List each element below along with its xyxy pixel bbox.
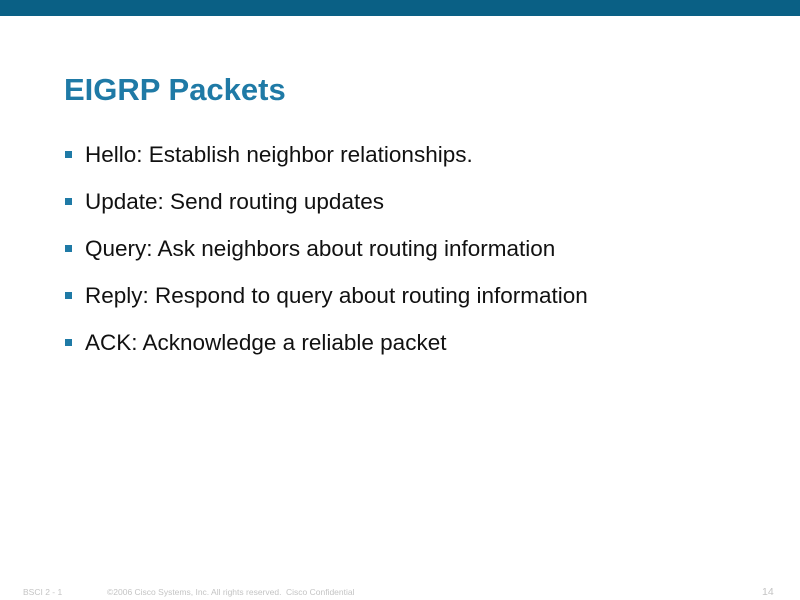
bullet-item-reply	[64, 280, 588, 327]
footer-confidential-label: Cisco Confidential	[286, 587, 355, 597]
footer-copyright: ©2006 Cisco Systems, Inc. All rights reserved.	[107, 587, 282, 597]
slide-page-number: 14	[762, 586, 774, 598]
bullet-item-hello	[64, 139, 588, 186]
square-bullet-icon	[65, 198, 72, 205]
bullet-text: Update: Send routing updates	[85, 189, 384, 214]
bullet-list	[64, 139, 588, 374]
bullet-item-update	[64, 186, 588, 233]
top-banner	[0, 0, 800, 16]
bullet-item-query	[64, 233, 588, 280]
square-bullet-icon	[65, 245, 72, 252]
square-bullet-icon	[65, 151, 72, 158]
bullet-text: Hello: Establish neighbor relationships.	[85, 142, 473, 167]
bullet-text: Query: Ask neighbors about routing information	[85, 236, 556, 261]
slide-title: EIGRP Packets	[64, 72, 286, 107]
slide-footer	[0, 585, 800, 599]
square-bullet-icon	[65, 339, 72, 346]
square-bullet-icon	[65, 292, 72, 299]
bullet-text: ACK: Acknowledge a reliable packet	[85, 330, 447, 355]
bullet-item-ack	[64, 327, 588, 374]
bullet-text: Reply: Respond to query about routing information	[85, 283, 588, 308]
footer-course-code: BSCI 2 - 1	[23, 587, 63, 597]
